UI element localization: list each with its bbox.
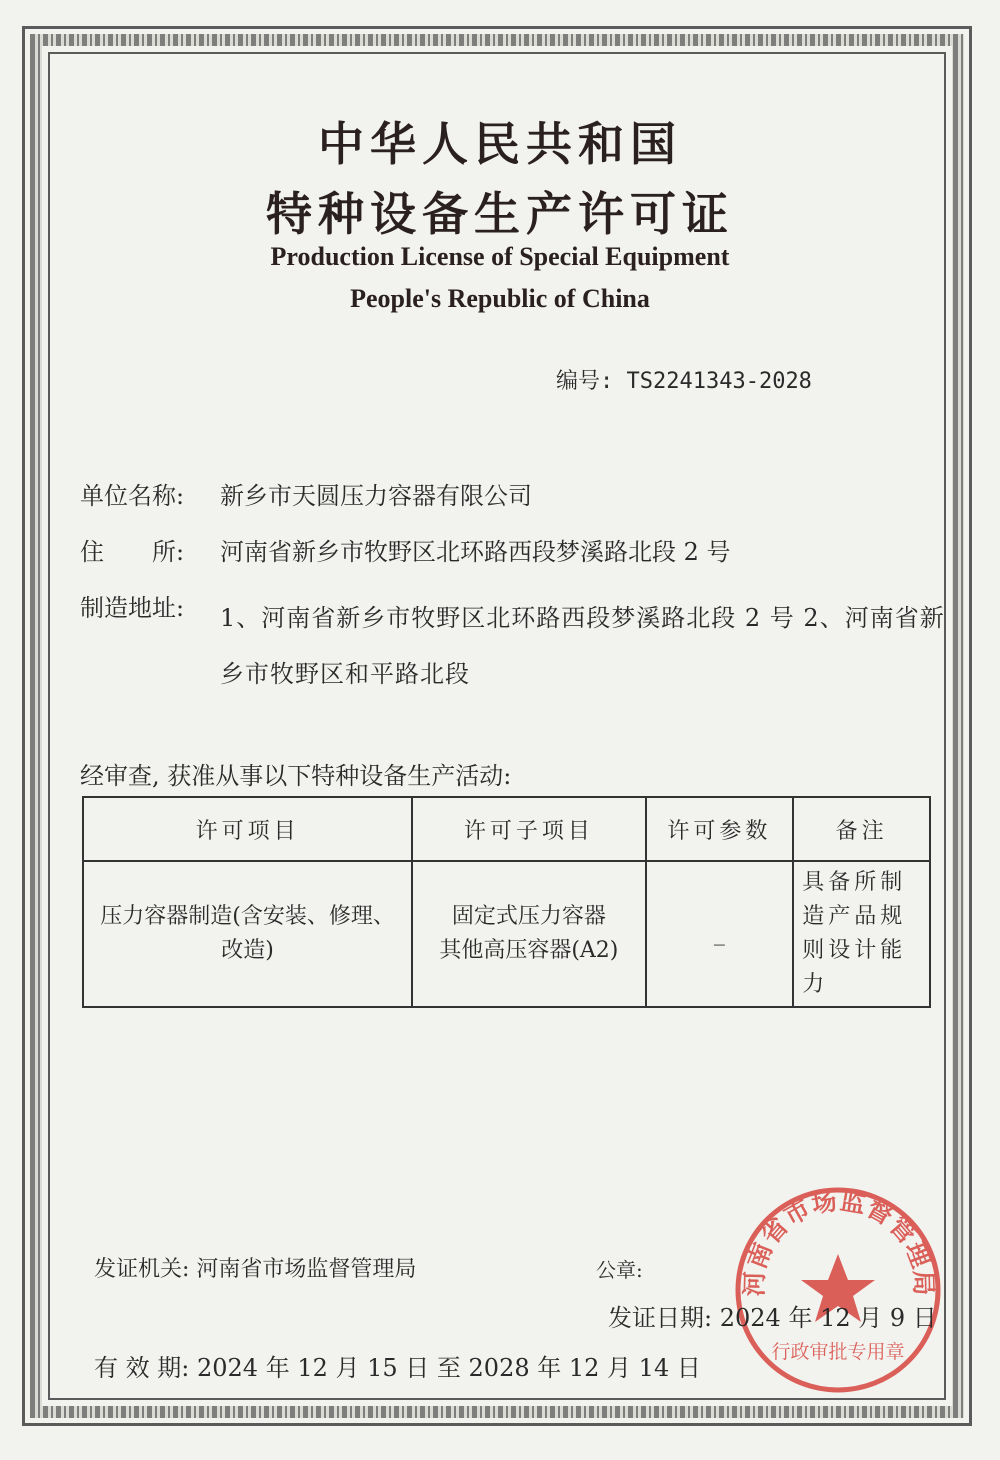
header-permit-subitem: 许可子项目 — [412, 797, 645, 861]
issuer-label: 发证机关: — [94, 1257, 190, 1282]
unit-name-label: 单位名称: — [80, 482, 185, 510]
title-chinese-line-2: 特种设备生产许可证 — [266, 187, 734, 241]
seal-inner-text: 行政审批专用章 — [771, 1341, 905, 1363]
issue-date-label: 发证日期: — [608, 1304, 713, 1332]
validity-period — [94, 1348, 701, 1383]
header-permit-item: 许可项目 — [83, 797, 412, 861]
cell-permit-parameter: _ — [646, 861, 794, 1007]
address-value: 河南省新乡市牧野区北环路西段梦溪路北段 2 号 — [220, 538, 731, 566]
seal-label: 公章: — [596, 1258, 643, 1282]
cell-permit-item: 压力容器制造(含安装、修理、改造) — [83, 861, 412, 1007]
issuing-authority — [94, 1252, 416, 1283]
manufacturing-address-field — [80, 588, 950, 702]
title-chinese-line-1: 中华人民共和国 — [318, 117, 682, 171]
seal-outer-text: 河南省市场监督管理局 — [739, 1185, 939, 1297]
title-english-line-1: Production License of Special Equipment — [270, 242, 730, 271]
issue-date-value: 2024 年 12 月 9 日 — [719, 1304, 937, 1332]
issuer-value: 河南省市场监督管理局 — [196, 1257, 417, 1282]
manufacturing-address-value: 1、河南省新乡市牧野区北环路西段梦溪路北段 2 号 2、河南省新乡市牧野区和平路北段 — [220, 604, 945, 688]
official-seal-stamp — [728, 1180, 948, 1400]
address-label: 住 所: — [80, 538, 185, 566]
cell-permit-subitem — [412, 861, 645, 1007]
validity-value: 2024 年 12 月 15 日 至 2028 年 12 月 14 日 — [196, 1354, 701, 1382]
license-number-label: 编号: — [556, 369, 614, 394]
validity-label: 有 效 期: — [94, 1354, 190, 1382]
table-row — [83, 861, 930, 1007]
approval-statement: 经审查, 获准从事以下特种设备生产活动: — [80, 762, 512, 790]
header-notes: 备注 — [793, 797, 930, 861]
license-number — [556, 364, 812, 395]
title-english-line-2: People's Republic of China — [350, 284, 650, 313]
unit-name-field — [80, 476, 532, 511]
address-field — [80, 532, 731, 567]
permit-table — [82, 796, 931, 1008]
issue-date — [608, 1298, 937, 1333]
license-number-value: TS2241343-2028 — [626, 369, 812, 394]
subitem-line-2: 其他高压容器(A2) — [439, 938, 619, 963]
table-header-row — [83, 797, 930, 861]
subitem-line-1: 固定式压力容器 — [451, 904, 606, 929]
unit-name-value: 新乡市天圆压力容器有限公司 — [220, 482, 532, 510]
manufacturing-address-label: 制造地址: — [80, 594, 185, 622]
cell-notes: 具备所制造产品规则设计能力 — [793, 861, 930, 1007]
header-permit-parameter: 许可参数 — [646, 797, 794, 861]
